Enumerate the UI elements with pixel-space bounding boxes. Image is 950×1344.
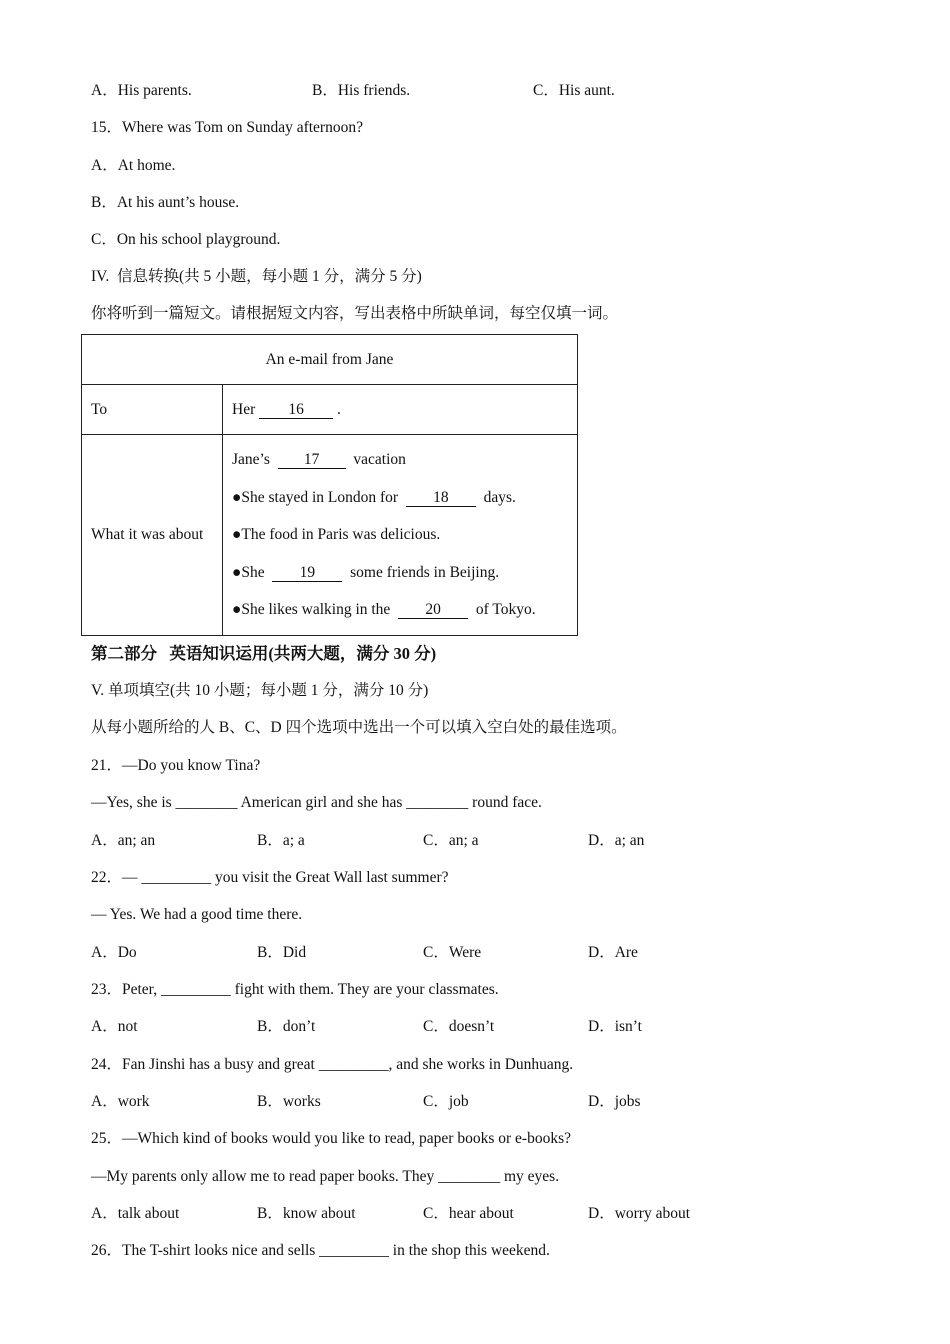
q22-option-c: C．Were bbox=[423, 944, 482, 961]
q21-option-a: A．an; an bbox=[91, 832, 156, 849]
q23-option-a: A．not bbox=[91, 1018, 138, 1035]
about-item-1: Jane’s 17 vacation bbox=[232, 451, 406, 468]
q22-option-b: B．Did bbox=[257, 944, 307, 961]
answer-blank-16[interactable]: 16 bbox=[259, 401, 333, 419]
q25-option-c: C．hear about bbox=[423, 1205, 514, 1222]
part2-title: 第二部分 英语知识运用(共两大题，满分 30 分) bbox=[91, 644, 437, 663]
q23-option-b: B．don’t bbox=[257, 1018, 316, 1035]
q14-option-b: B．His friends. bbox=[312, 82, 411, 99]
table-cell-to: Her 16 . bbox=[223, 385, 578, 435]
q23-option-d: D．isn’t bbox=[588, 1018, 642, 1035]
q23-option-c: C．doesn’t bbox=[423, 1018, 495, 1035]
q23-stem: 23．Peter, _________ fight with them. They are your classmates. bbox=[91, 981, 499, 998]
q26-stem: 26．The T-shirt looks nice and sells _________ in the shop this weekend. bbox=[91, 1242, 550, 1259]
table-label-about: What it was about bbox=[82, 435, 223, 636]
section5-instruction: 从每小题所给的人 B、C、D 四个选项中选出一个可以填入空白处的最佳选项。 bbox=[91, 719, 627, 736]
answer-blank-17[interactable]: 17 bbox=[278, 451, 346, 469]
q21-option-d: D．a; an bbox=[588, 832, 645, 849]
q14-option-a: A．His parents. bbox=[91, 82, 192, 99]
q22-option-d: D．Are bbox=[588, 944, 638, 961]
q25-stem: 25．—Which kind of books would you like to read, paper books or e-books? bbox=[91, 1130, 571, 1147]
table-header: An e-mail from Jane bbox=[82, 335, 578, 385]
q15-option-a: A．At home. bbox=[91, 157, 176, 174]
table-cell-about bbox=[223, 435, 578, 636]
q24-stem: 24．Fan Jinshi has a busy and great _________, and she works in Dunhuang. bbox=[91, 1056, 574, 1073]
info-table bbox=[81, 334, 578, 636]
q21-option-b: B．a; a bbox=[257, 832, 305, 849]
about-item-4: ●She 19 some friends in Beijing. bbox=[232, 563, 500, 581]
about-item-5: ●She likes walking in the 20 of Tokyo. bbox=[232, 601, 536, 618]
answer-blank-20[interactable]: 20 bbox=[398, 601, 468, 619]
answer-blank-19[interactable]: 19 bbox=[272, 564, 342, 582]
q15-stem: 15．Where was Tom on Sunday afternoon? bbox=[91, 119, 363, 136]
section4-instruction: 你将听到一篇短文。请根据短文内容，写出表格中所缺单词，每空仅填一词。 bbox=[91, 305, 619, 322]
q25-stem-2: —My parents only allow me to read paper books. They ________ my eyes. bbox=[91, 1168, 560, 1185]
section5-title: V. 单项填空(共 10 小题；每小题 1 分，满分 10 分) bbox=[91, 682, 429, 699]
q15-option-c: C．On his school playground. bbox=[91, 231, 281, 248]
q22-stem-2: — Yes. We had a good time there. bbox=[91, 906, 303, 923]
q15-option-b: B．At his aunt’s house. bbox=[91, 194, 240, 211]
answer-blank-18[interactable]: 18 bbox=[406, 489, 476, 507]
about-item-3: ●The food in Paris was delicious. bbox=[232, 526, 441, 543]
q25-option-a: A．talk about bbox=[91, 1205, 180, 1222]
q21-stem: 21．—Do you know Tina? bbox=[91, 757, 261, 774]
q24-option-d: D．jobs bbox=[588, 1093, 641, 1110]
q22-option-a: A．Do bbox=[91, 944, 137, 961]
q25-option-d: D．worry about bbox=[588, 1205, 691, 1222]
section4-title: IV. 信息转换(共 5 小题，每小题 1 分，满分 5 分) bbox=[91, 268, 422, 285]
q14-option-c: C．His aunt. bbox=[533, 82, 615, 99]
q21-stem-2: —Yes, she is ________ American girl and she has ________ round face. bbox=[91, 794, 542, 811]
table-label-to: To bbox=[82, 385, 223, 435]
q21-option-c: C．an; a bbox=[423, 832, 479, 849]
q25-option-b: B．know about bbox=[257, 1205, 356, 1222]
about-item-2: ●She stayed in London for 18 days. bbox=[232, 488, 516, 506]
q24-option-a: A．work bbox=[91, 1093, 150, 1110]
q24-option-c: C．job bbox=[423, 1093, 469, 1110]
q24-option-b: B．works bbox=[257, 1093, 321, 1110]
q22-stem: 22．— _________ you visit the Great Wall last summer? bbox=[91, 869, 449, 886]
